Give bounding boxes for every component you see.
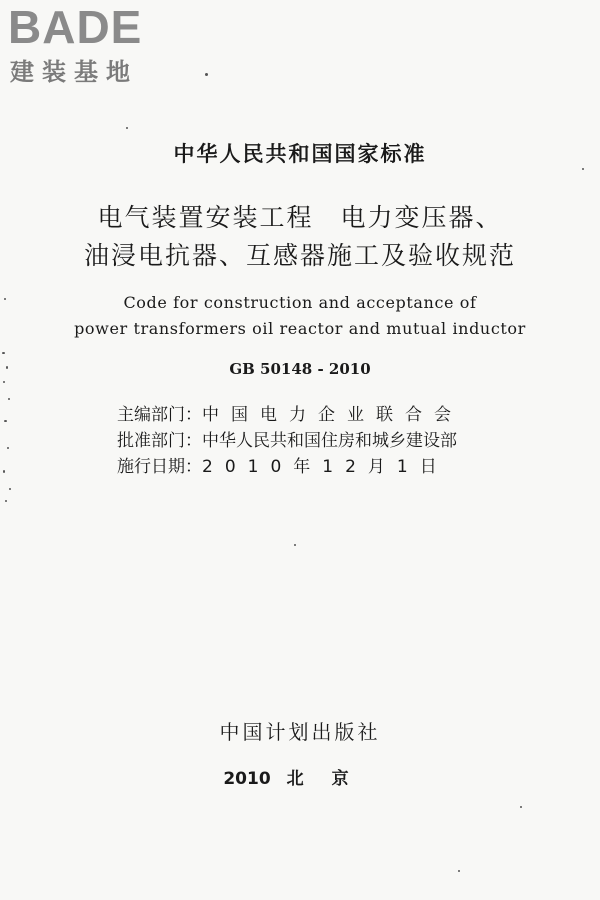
standard-title: 中华人民共和国国家标准 [173,142,427,166]
approver-value: 中华人民共和国住房和城乡建设部 [202,431,457,451]
effective-date-value: 2010年12月1日 [202,457,449,477]
approver-label: 批准部门： [117,431,202,451]
metadata-block [117,402,463,480]
main-title-line-2: 油浸电抗器、互感器施工及验收规范 [83,241,516,270]
english-title-line-2: power transformers oil reactor and mutual inductor [74,319,526,338]
editor-row [117,402,463,428]
publication-year: 2010 [223,769,271,789]
main-title-line-1: 电气装置安装工程 电力变压器、 [97,203,503,232]
logo-wordmark: BADE [8,1,143,53]
publisher-name: 中国计划出版社 [219,720,381,744]
editor-value: 中国电力企业联合会 [202,405,463,425]
standard-code: GB 50148 - 2010 [229,360,371,378]
logo-subtitle: 建装基地 [10,58,138,86]
publication-city: 北京 [286,769,377,789]
watermark-logo [8,1,178,87]
publication-line [0,764,600,789]
editor-label: 主编部门： [117,405,202,425]
effective-date-row [117,454,463,480]
english-title-line-1: Code for construction and acceptance of [123,293,477,312]
approver-row [117,428,463,454]
effective-date-label: 施行日期： [117,457,202,477]
